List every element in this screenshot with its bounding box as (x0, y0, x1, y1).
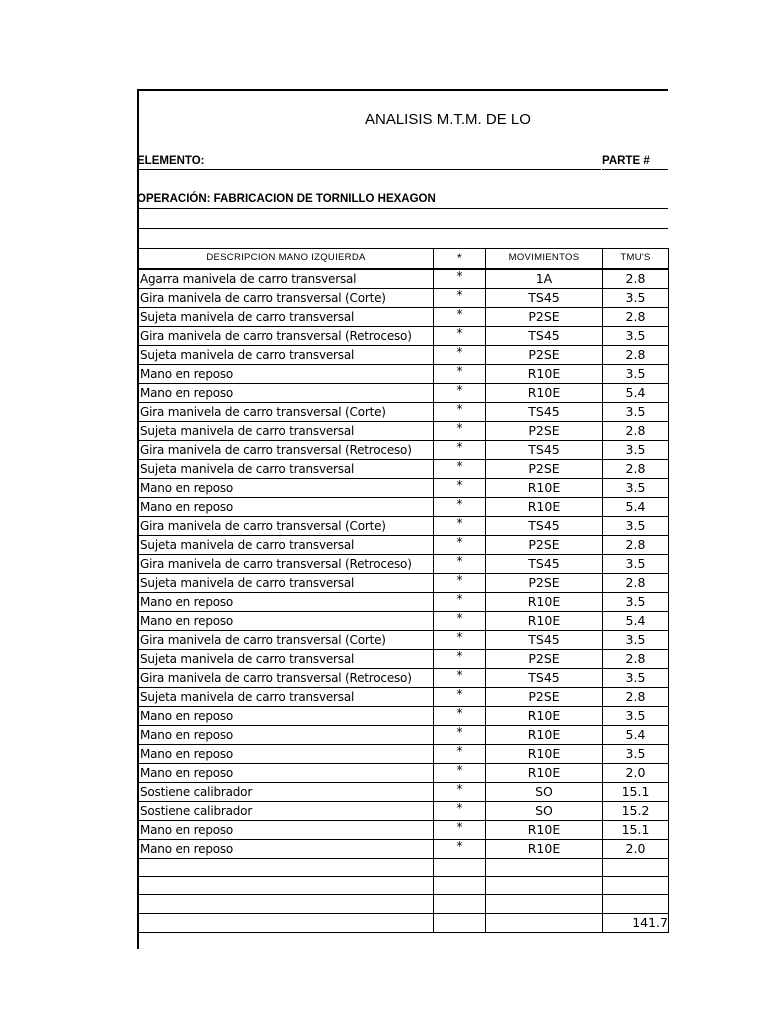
row-movement: TS45 (486, 402, 603, 421)
table-row (139, 326, 669, 345)
row-tmu: 15.2 (603, 801, 669, 820)
empty-cell (434, 876, 486, 894)
row-star: * (434, 649, 486, 668)
column-header-descripcion: DESCRIPCION MANO IZQUIERDA (139, 249, 434, 269)
row-star: * (434, 820, 486, 839)
row-tmu: 2.8 (603, 649, 669, 668)
table-row (139, 611, 669, 630)
row-tmu: 5.4 (603, 383, 669, 402)
row-movement: P2SE (486, 345, 603, 364)
row-star: * (434, 744, 486, 763)
operacion-label: OPERACIÓN: FABRICACION DE TORNILLO HEXAGON (137, 193, 436, 205)
row-movement: TS45 (486, 516, 603, 535)
table-row (139, 763, 669, 782)
row-star: * (434, 592, 486, 611)
row-movement: R10E (486, 706, 603, 725)
row-tmu: 2.8 (603, 307, 669, 326)
row-tmu: 3.5 (603, 554, 669, 573)
parte-label: PARTE # (602, 155, 650, 167)
row-tmu: 15.1 (603, 782, 669, 801)
row-description: Sostiene calibrador (139, 801, 434, 820)
row-star: * (434, 687, 486, 706)
row-tmu: 2.8 (603, 421, 669, 440)
row-star: * (434, 307, 486, 326)
empty-cell (486, 895, 603, 913)
row-movement: P2SE (486, 421, 603, 440)
row-star: * (434, 269, 486, 289)
row-star: * (434, 535, 486, 554)
row-description: Gira manivela de carro transversal (Retroceso) (139, 326, 434, 345)
row-movement: R10E (486, 839, 603, 858)
empty-cell (603, 858, 669, 876)
row-description: Mano en reposo (139, 763, 434, 782)
column-header-tmus: TMU'S (603, 249, 669, 269)
row-movement: P2SE (486, 573, 603, 592)
parte-underline (602, 169, 668, 170)
table-row (139, 535, 669, 554)
empty-cell (603, 876, 669, 894)
table-row (139, 402, 669, 421)
empty-cell (434, 913, 486, 932)
row-description: Mano en reposo (139, 611, 434, 630)
row-star: * (434, 554, 486, 573)
empty-row (139, 858, 669, 876)
row-star: * (434, 497, 486, 516)
row-tmu: 3.5 (603, 744, 669, 763)
row-star: * (434, 459, 486, 478)
row-movement: SO (486, 782, 603, 801)
row-movement: TS45 (486, 326, 603, 345)
row-tmu: 2.8 (603, 269, 669, 289)
row-description: Mano en reposo (139, 592, 434, 611)
empty-cell (434, 858, 486, 876)
table-row (139, 383, 669, 402)
column-header-star: * (434, 249, 486, 269)
table-row (139, 839, 669, 858)
row-description: Mano en reposo (139, 497, 434, 516)
blank-line (137, 228, 668, 229)
row-description: Gira manivela de carro transversal (Corte) (139, 288, 434, 307)
row-movement: R10E (486, 744, 603, 763)
row-star: * (434, 516, 486, 535)
table-row (139, 592, 669, 611)
row-description: Mano en reposo (139, 725, 434, 744)
row-movement: TS45 (486, 288, 603, 307)
row-description: Sostiene calibrador (139, 782, 434, 801)
empty-cell (486, 858, 603, 876)
table-row (139, 668, 669, 687)
row-movement: P2SE (486, 649, 603, 668)
row-description: Mano en reposo (139, 706, 434, 725)
table-row (139, 459, 669, 478)
empty-cell (139, 895, 434, 913)
table-row (139, 307, 669, 326)
table-row (139, 269, 669, 289)
row-tmu: 2.8 (603, 345, 669, 364)
row-movement: P2SE (486, 687, 603, 706)
row-description: Sujeta manivela de carro transversal (139, 459, 434, 478)
table-row (139, 364, 669, 383)
row-description: Gira manivela de carro transversal (Retroceso) (139, 440, 434, 459)
row-tmu: 2.8 (603, 687, 669, 706)
empty-cell (486, 876, 603, 894)
row-movement: P2SE (486, 307, 603, 326)
row-tmu: 3.5 (603, 706, 669, 725)
row-star: * (434, 288, 486, 307)
row-description: Mano en reposo (139, 364, 434, 383)
table-row (139, 440, 669, 459)
row-description: Gira manivela de carro transversal (Corte) (139, 516, 434, 535)
table-row (139, 801, 669, 820)
row-star: * (434, 364, 486, 383)
row-star: * (434, 668, 486, 687)
row-tmu: 3.5 (603, 516, 669, 535)
row-description: Gira manivela de carro transversal (Corte) (139, 402, 434, 421)
table-row (139, 725, 669, 744)
row-star: * (434, 383, 486, 402)
table-row (139, 744, 669, 763)
row-description: Gira manivela de carro transversal (Retroceso) (139, 668, 434, 687)
row-tmu: 2.8 (603, 459, 669, 478)
row-description: Agarra manivela de carro transversal (139, 269, 434, 289)
row-description: Sujeta manivela de carro transversal (139, 535, 434, 554)
row-tmu: 5.4 (603, 611, 669, 630)
table-row (139, 345, 669, 364)
total-row (139, 913, 669, 932)
table-row (139, 478, 669, 497)
column-header-movimientos: MOVIMIENTOS (486, 249, 603, 269)
row-tmu: 3.5 (603, 478, 669, 497)
empty-cell (486, 913, 603, 932)
empty-cell (139, 876, 434, 894)
row-movement: 1A (486, 269, 603, 289)
table-row (139, 687, 669, 706)
row-description: Sujeta manivela de carro transversal (139, 345, 434, 364)
row-movement: R10E (486, 820, 603, 839)
row-movement: R10E (486, 364, 603, 383)
row-star: * (434, 573, 486, 592)
row-movement: R10E (486, 763, 603, 782)
row-tmu: 3.5 (603, 402, 669, 421)
row-tmu: 2.8 (603, 535, 669, 554)
row-description: Sujeta manivela de carro transversal (139, 573, 434, 592)
table-row (139, 497, 669, 516)
row-tmu: 2.0 (603, 839, 669, 858)
row-movement: R10E (486, 611, 603, 630)
row-description: Mano en reposo (139, 839, 434, 858)
row-star: * (434, 839, 486, 858)
row-tmu: 15.1 (603, 820, 669, 839)
row-tmu: 3.5 (603, 592, 669, 611)
table-row (139, 516, 669, 535)
row-tmu: 3.5 (603, 668, 669, 687)
row-description: Sujeta manivela de carro transversal (139, 687, 434, 706)
row-movement: TS45 (486, 440, 603, 459)
row-movement: P2SE (486, 459, 603, 478)
row-movement: SO (486, 801, 603, 820)
table-row (139, 782, 669, 801)
row-movement: TS45 (486, 668, 603, 687)
row-movement: TS45 (486, 554, 603, 573)
row-tmu: 5.4 (603, 497, 669, 516)
row-movement: R10E (486, 497, 603, 516)
row-star: * (434, 345, 486, 364)
row-tmu: 5.4 (603, 725, 669, 744)
table-row (139, 288, 669, 307)
table-row (139, 630, 669, 649)
row-tmu: 3.5 (603, 364, 669, 383)
row-description: Sujeta manivela de carro transversal (139, 421, 434, 440)
row-movement: R10E (486, 478, 603, 497)
empty-cell (603, 895, 669, 913)
table-row (139, 421, 669, 440)
tmu-total: 141.7 (603, 913, 669, 932)
row-tmu: 2.8 (603, 573, 669, 592)
empty-cell (434, 895, 486, 913)
empty-cell (139, 858, 434, 876)
table-row (139, 820, 669, 839)
row-movement: TS45 (486, 630, 603, 649)
empty-row (139, 876, 669, 894)
row-description: Mano en reposo (139, 478, 434, 497)
row-star: * (434, 611, 486, 630)
row-description: Mano en reposo (139, 744, 434, 763)
row-star: * (434, 801, 486, 820)
row-tmu: 3.5 (603, 326, 669, 345)
table-body (139, 269, 669, 933)
table-row (139, 649, 669, 668)
table-row (139, 573, 669, 592)
row-star: * (434, 440, 486, 459)
row-description: Sujeta manivela de carro transversal (139, 649, 434, 668)
row-star: * (434, 402, 486, 421)
row-movement: R10E (486, 383, 603, 402)
elemento-underline (137, 169, 601, 170)
row-star: * (434, 725, 486, 744)
empty-row (139, 895, 669, 913)
row-star: * (434, 630, 486, 649)
row-tmu: 3.5 (603, 630, 669, 649)
row-movement: P2SE (486, 535, 603, 554)
table-row (139, 554, 669, 573)
mtm-table (138, 248, 669, 933)
operacion-underline (137, 208, 668, 209)
empty-cell (139, 913, 434, 932)
row-tmu: 3.5 (603, 288, 669, 307)
row-description: Mano en reposo (139, 820, 434, 839)
table-header-row (139, 249, 669, 269)
row-star: * (434, 478, 486, 497)
row-movement: R10E (486, 592, 603, 611)
row-description: Gira manivela de carro transversal (Retroceso) (139, 554, 434, 573)
row-tmu: 2.0 (603, 763, 669, 782)
elemento-label: ELEMENTO: (137, 155, 205, 167)
row-star: * (434, 421, 486, 440)
row-star: * (434, 763, 486, 782)
row-description: Sujeta manivela de carro transversal (139, 307, 434, 326)
row-star: * (434, 326, 486, 345)
row-star: * (434, 782, 486, 801)
page-title: ANALISIS M.T.M. DE LO (365, 111, 531, 128)
row-movement: R10E (486, 725, 603, 744)
row-description: Gira manivela de carro transversal (Corte) (139, 630, 434, 649)
row-description: Mano en reposo (139, 383, 434, 402)
row-star: * (434, 706, 486, 725)
row-tmu: 3.5 (603, 440, 669, 459)
table-row (139, 706, 669, 725)
